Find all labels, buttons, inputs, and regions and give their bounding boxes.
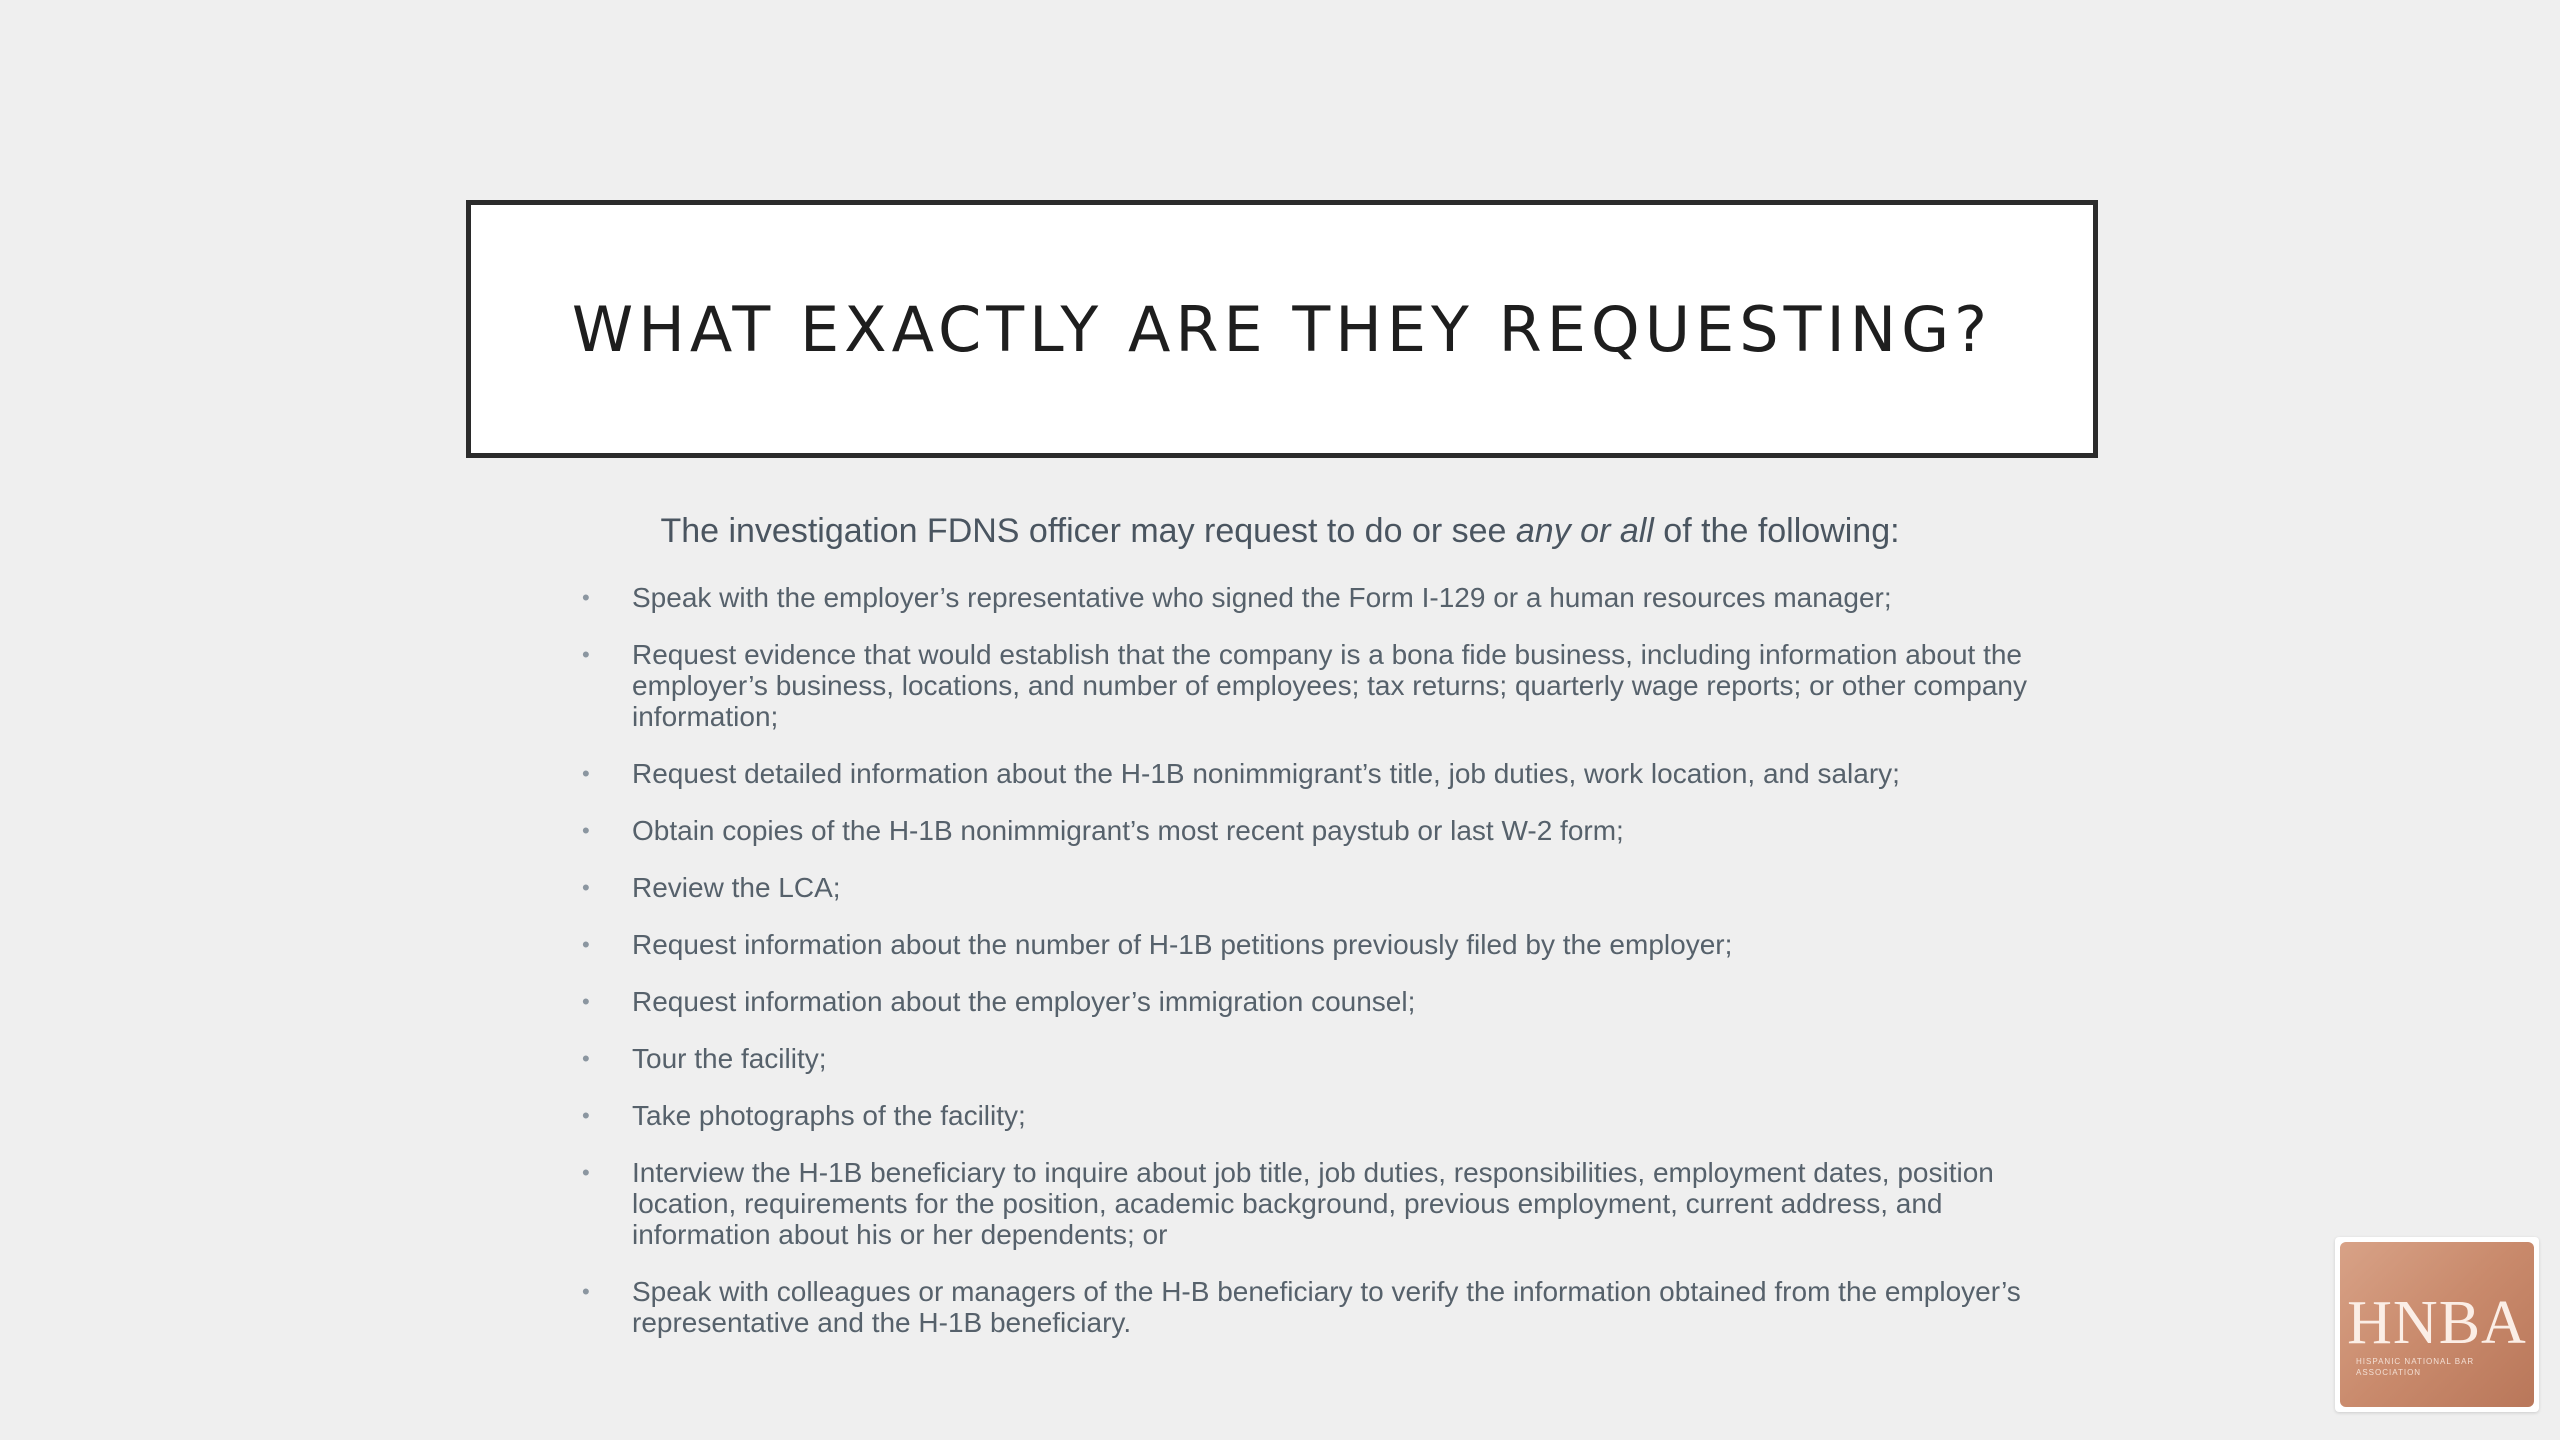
bullet-marker: • [582, 1046, 590, 1071]
logo-mark: HNBA [2347, 1289, 2527, 1357]
list-item [582, 986, 2082, 1017]
intro-text [580, 512, 1980, 551]
title-box [466, 200, 2098, 458]
bullet-text: Request detailed information about the H-1B nonimmigrant’s title, job duties, work location, and salary; [632, 758, 1900, 789]
list-item [582, 1043, 2082, 1074]
slide-title: WHAT EXACTLY ARE THEY REQUESTING? [571, 292, 1993, 366]
bullet-text: Interview the H-1B beneficiary to inquire about job title, job duties, responsibilities, employment dates, position location, requirements for the position, academic background, previous employment, current address, and information about his or her dependents; or [632, 1157, 1994, 1250]
list-item [582, 1100, 2082, 1131]
bullet-list [582, 582, 2082, 1364]
list-item [582, 1157, 2082, 1250]
bullet-marker: • [582, 989, 590, 1014]
bullet-text: Request evidence that would establish that the company is a bona fide business, including information about the employer’s business, locations, and number of employees; tax returns; quarterly wage reports; or other company information; [632, 639, 2027, 732]
bullet-marker: • [582, 642, 590, 667]
bullet-marker: • [582, 932, 590, 957]
bullet-marker: • [582, 1160, 590, 1185]
bullet-marker: • [582, 1279, 590, 1304]
hnba-logo [2340, 1242, 2534, 1407]
bullet-text: Obtain copies of the H-1B nonimmigrant’s most recent paystub or last W-2 form; [632, 815, 1624, 846]
bullet-text: Review the LCA; [632, 872, 841, 903]
bullet-text: Tour the facility; [632, 1043, 827, 1074]
intro-suffix: of the following: [1653, 512, 1900, 550]
bullet-marker: • [582, 818, 590, 843]
bullet-marker: • [582, 875, 590, 900]
logo-subtitle: HISPANIC NATIONAL BAR ASSOCIATION [2356, 1357, 2475, 1377]
list-item [582, 815, 2082, 846]
logo-frame [2335, 1237, 2539, 1412]
list-item [582, 1276, 2082, 1338]
bullet-text: Speak with colleagues or managers of the H-B beneficiary to verify the information obtained from the employer’s representative and the H-1B beneficiary. [632, 1276, 2021, 1338]
bullet-text: Take photographs of the facility; [632, 1100, 1026, 1131]
bullet-marker: • [582, 1103, 590, 1128]
bullet-text: Request information about the number of H-1B petitions previously filed by the employer; [632, 929, 1733, 960]
list-item [582, 582, 2082, 613]
list-item [582, 758, 2082, 789]
bullet-text: Speak with the employer’s representative who signed the Form I-129 or a human resources manager; [632, 582, 1892, 613]
list-item [582, 872, 2082, 903]
intro-prefix: The investigation FDNS officer may request to do or see [660, 512, 1516, 550]
bullet-text: Request information about the employer’s immigration counsel; [632, 986, 1416, 1017]
bullet-marker: • [582, 761, 590, 786]
bullet-marker: • [582, 585, 590, 610]
list-item [582, 639, 2082, 732]
intro-emphasis: any or all [1515, 512, 1654, 550]
list-item [582, 929, 2082, 960]
